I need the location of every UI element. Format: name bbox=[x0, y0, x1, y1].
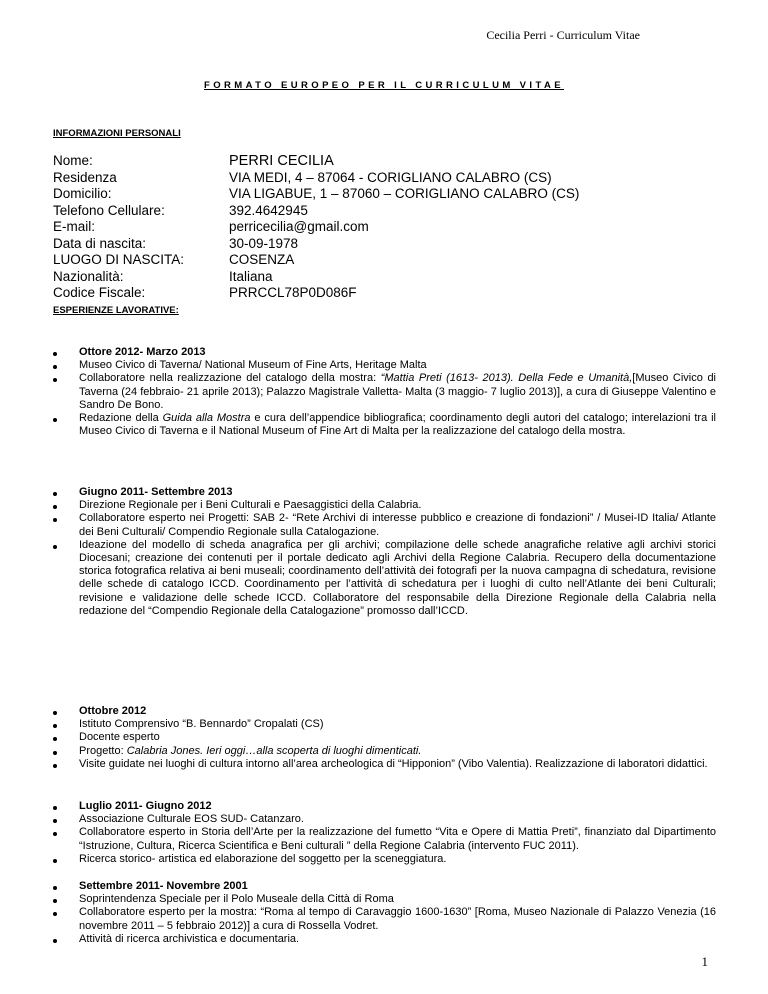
experience-period: Giugno 2011- Settembre 2013 bbox=[53, 486, 716, 499]
info-label: Residenza bbox=[53, 169, 117, 185]
experience-org: Istituto Comprensivo “B. Bennardo” Cropalati (CS) bbox=[53, 718, 716, 731]
info-value: PRRCCL78P0D086F bbox=[229, 285, 357, 300]
document-title: FORMATO EUROPEO PER IL CURRICULUM VITAE bbox=[204, 80, 564, 91]
experience-block bbox=[53, 800, 716, 866]
info-row bbox=[53, 186, 733, 203]
experience-role: Collaboratore esperto nei Progetti: SAB 2- “Rete Archivi di interesse pubblico e creazione di fondazioni” / Musei-ID Italia/ Atlante dei Beni Culturali/ Compendio Regionale sulla Catalogazione. bbox=[53, 512, 716, 538]
experience-org: Associazione Culturale EOS SUD- Catanzaro. bbox=[53, 813, 716, 826]
info-label: Nazionalità: bbox=[53, 268, 124, 284]
experience-org: Direzione Regionale per i Beni Culturali e Paesaggistici della Calabria. bbox=[53, 499, 716, 512]
experience-period: Ottobre 2012 bbox=[53, 705, 716, 718]
info-row bbox=[53, 203, 733, 220]
experience-desc: Ideazione del modello di scheda anagrafica per gli archivi; compilazione delle schede anagrafiche relative agli archivi storici Diocesani; creazione dei contenuti per il portale dedicato agli Archivi della Regione Calabria. Recupero della documentazione storica fotografica relativa ai beni museali; coordinamento dell’attività dei fotografi per la nuova campagna di schedatura, revisione delle schede di catalogo ICCD. Coordinamento per l’attività di schedatura per i luoghi di culto nell’Atlante dei beni Culturali; revisione e validazione delle schede ICCD. Collaboratore del responsabile della Direzione Regionale della Calabria nella redazione del “Compendio Regionale della Catalogazione” promosso dall’ICCD. bbox=[53, 539, 716, 618]
info-label: Domicilio: bbox=[53, 186, 112, 201]
experience-desc: Visite guidate nei luoghi di cultura intorno all’area archeologica di “Hipponion” (Vibo Valentia). Realizzazione di laboratori didattici. bbox=[53, 758, 716, 771]
running-header: Cecilia Perri - Curriculum Vitae bbox=[486, 28, 640, 42]
project-label: Progetto: bbox=[79, 744, 127, 757]
experience-org: Museo Civico di Taverna/ National Museum of Fine Arts, Heritage Malta bbox=[53, 359, 716, 372]
experience-period: Ottore 2012- Marzo 2013 bbox=[53, 346, 716, 359]
info-label: E-mail: bbox=[53, 219, 96, 234]
info-row bbox=[53, 236, 733, 253]
experience-period: Settembre 2011- Novembre 2001 bbox=[53, 880, 716, 893]
info-label: LUOGO DI NASCITA: bbox=[53, 252, 185, 267]
page-number: 1 bbox=[701, 954, 708, 969]
experience-desc: Attività di ricerca archivistica e documentaria. bbox=[53, 933, 716, 946]
experience-block bbox=[53, 880, 716, 946]
experience-block bbox=[53, 486, 716, 618]
info-value: 392.4642945 bbox=[229, 202, 308, 218]
experience-org: Soprintendenza Speciale per il Polo Museale della Città di Roma bbox=[53, 893, 716, 906]
info-label: Codice Fiscale: bbox=[53, 285, 146, 300]
info-label: Nome: bbox=[53, 153, 93, 168]
info-row bbox=[53, 285, 733, 302]
section-heading-personal: INFORMAZIONI PERSONALI bbox=[53, 128, 181, 139]
experience-role: Collaboratore esperto in Storia dell’Arte per la realizzazione del fumetto “Vita e Opere di Mattia Preti”, finanziato dal Dipartimento “Istruzione, Cultura, Ricerca Scientifica e Beni culturali ” della Regione Calabria (intervento FUC 2011). bbox=[53, 826, 716, 852]
experience-desc-text: e cura dell’appendice bibliografica; coordinamento degli autori del catalogo; interelazioni tra il Museo Civico di Taverna e il National Museum of Fine Art di Malta per la realizzazione del catalogo della mostra. bbox=[79, 412, 716, 438]
experience-project bbox=[53, 745, 716, 758]
info-value: perricecilia@gmail.com bbox=[229, 219, 369, 234]
info-row bbox=[53, 170, 733, 187]
experience-block bbox=[53, 705, 716, 771]
experience-role: Collaboratore esperto per la mostra: “Roma al tempo di Caravaggio 1600-1630” [Roma, Museo Nazionale di Palazzo Venezia (16 novembre 2011 – 5 febbraio 2012)] a cura di Rossella Vodret. bbox=[53, 906, 716, 932]
experience-role-text: Collaboratore nella realizzazione del catalogo della mostra: bbox=[79, 372, 381, 385]
info-value: COSENZA bbox=[229, 252, 295, 267]
info-value: VIA LIGABUE, 1 – 87060 – CORIGLIANO CALABRO (CS) bbox=[229, 186, 580, 201]
personal-info-table bbox=[53, 153, 733, 302]
info-row bbox=[53, 153, 733, 170]
info-row bbox=[53, 252, 733, 269]
project-title: Calabria Jones. Ieri oggi…alla scoperta di luoghi dimenticati. bbox=[126, 744, 422, 757]
experience-role bbox=[53, 372, 716, 412]
experience-desc bbox=[53, 412, 716, 438]
info-value: 30-09-1978 bbox=[229, 235, 299, 251]
experience-desc: Ricerca storico- artistica ed elaborazione del soggetto per la sceneggiatura. bbox=[53, 853, 716, 866]
experience-period: Luglio 2011- Giugno 2012 bbox=[53, 800, 716, 813]
info-row bbox=[53, 269, 733, 286]
info-label: Telefono Cellulare: bbox=[53, 202, 165, 218]
info-value: PERRI CECILIA bbox=[229, 153, 334, 169]
exhibition-title: “Mattia Preti (1613- 2013). Della Fede e Umanità, bbox=[380, 372, 633, 385]
info-value: Italiana bbox=[229, 268, 273, 284]
experience-block bbox=[53, 346, 716, 438]
info-value: VIA MEDI, 4 – 87064 - CORIGLIANO CALABRO (CS) bbox=[229, 169, 552, 185]
experience-desc-text: Redazione della bbox=[79, 412, 163, 425]
experience-role: Docente esperto bbox=[53, 731, 716, 744]
section-heading-experience: ESPERIENZE LAVORATIVE: bbox=[53, 305, 179, 316]
info-label: Data di nascita: bbox=[53, 235, 147, 251]
info-row bbox=[53, 219, 733, 236]
experience-role-text: [Museo Civico di Taverna (24 febbraio- 21 aprile 2013); Palazzo Magistrale Valletta- Malta (3 maggio- 7 luglio 2013)], a cura di Giuseppe Valentino e Sandro De Bono. bbox=[79, 372, 717, 411]
guide-title: Guida alla Mostra bbox=[162, 412, 251, 425]
